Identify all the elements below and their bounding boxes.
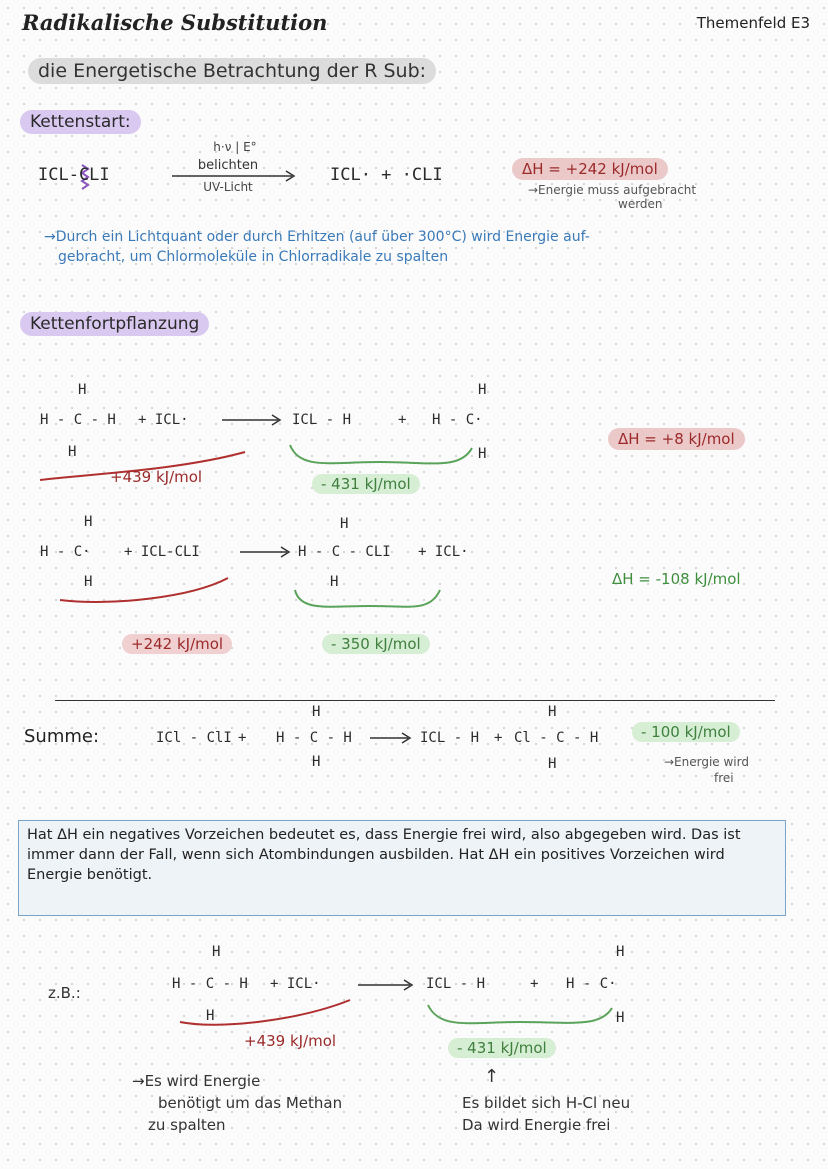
- sum-reactant: ICl - ClI: [156, 730, 232, 746]
- example-label: z.B.:: [48, 984, 81, 1002]
- step2-radical-product: + ICL·: [418, 544, 469, 560]
- example-note-right-1: Es bildet sich H-Cl neu: [462, 1094, 631, 1112]
- step1-radical-bottom: H: [478, 446, 487, 462]
- step1-radical-top: H: [478, 382, 487, 398]
- example-radical: H - C·: [566, 976, 617, 992]
- step2-radical-bottom: H: [84, 574, 93, 590]
- step2-delta-h: ΔH = -108 kJ/mol: [612, 570, 741, 588]
- chain-start-note-2: werden: [618, 197, 663, 211]
- step2-energy-out: - 350 kJ/mol: [322, 634, 430, 654]
- sum-methane-top: H: [312, 704, 321, 720]
- example-note-left-1: →Es wird Energie: [132, 1072, 261, 1090]
- sum-label: Summe:: [24, 726, 100, 747]
- chain-start-condition-bottom: UV-Licht: [203, 180, 253, 194]
- chain-start-heading: Kettenstart:: [20, 110, 141, 134]
- step2-reactant: + ICL-CLI: [124, 544, 200, 560]
- step2-radical-top: H: [84, 514, 93, 530]
- example-radical-top: H: [616, 944, 625, 960]
- info-box: Hat ΔH ein negatives Vorzeichen bedeutet es, dass Energie frei wird, also abgegeben wird. Das ist immer dann der Fall, wenn sich Atombindungen ausbilden. Hat ΔH ein positives Vorzeichen wird Energie benötigt.: [18, 820, 786, 916]
- sum-product-2-bottom: H: [548, 756, 557, 772]
- sum-note-2: frei: [714, 771, 734, 785]
- sum-product-1: ICL - H: [420, 730, 480, 746]
- example-note-right-2: Da wird Energie frei: [462, 1116, 611, 1134]
- step2-energy-in: +242 kJ/mol: [122, 634, 232, 654]
- example-methane-bottom: H: [206, 1008, 215, 1024]
- sum-product-2-top: H: [548, 704, 557, 720]
- sum-product-2: Cl - C - H: [514, 730, 599, 746]
- example-plus: +: [530, 976, 539, 992]
- sum-value: - 100 kJ/mol: [632, 722, 740, 742]
- step1-methane: H - C - H: [40, 412, 116, 428]
- chain-start-reactant: ICL-CLI: [38, 165, 110, 185]
- subtitle: die Energetische Betrachtung der R Sub:: [28, 58, 436, 84]
- example-methane: H - C - H: [172, 976, 248, 992]
- chain-start-condition: belichten: [197, 158, 259, 173]
- step1-energy-out: - 431 kJ/mol: [312, 474, 420, 494]
- chain-start-explanation-1: →Durch ein Lichtquant oder durch Erhitzen (auf über 300°C) wird Energie auf-: [44, 229, 590, 245]
- sum-note-1: →Energie wird: [664, 755, 749, 769]
- step2-product: H - C - CLI: [298, 544, 391, 560]
- example-energy-out: - 431 kJ/mol: [448, 1038, 556, 1058]
- example-product: ICL - H: [426, 976, 486, 992]
- step1-methane-top: H: [78, 382, 87, 398]
- sum-plus-2: +: [494, 730, 503, 746]
- step2-radical: H - C·: [40, 544, 91, 560]
- chain-start-products: ICL· + ·CLI: [330, 165, 443, 185]
- propagation-heading: Kettenfortpflanzung: [20, 312, 209, 336]
- step1-delta-h: ΔH = +8 kJ/mol: [608, 428, 745, 450]
- step1-plus: +: [398, 412, 407, 428]
- divider-line: [55, 700, 775, 701]
- step2-product-top: H: [340, 516, 349, 532]
- step2-product-bottom: H: [330, 574, 339, 590]
- chain-start-note-1: →Energie muss aufgebracht: [528, 183, 697, 197]
- example-radical-bottom: H: [616, 1010, 625, 1026]
- step1-energy-in: +439 kJ/mol: [110, 468, 203, 486]
- example-note-left-2: benötigt um das Methan: [158, 1094, 343, 1112]
- example-note-left-3: zu spalten: [148, 1116, 226, 1134]
- topic-label: Themenfeld E3: [696, 14, 810, 32]
- step1-methane-bottom: H: [68, 444, 77, 460]
- step1-reactant: + ICL·: [138, 412, 189, 428]
- step1-radical: H - C·: [432, 412, 483, 428]
- sum-methane-bottom: H: [312, 754, 321, 770]
- sum-methane: H - C - H: [276, 730, 352, 746]
- sum-plus-1: +: [238, 730, 247, 746]
- chain-start-explanation-2: gebracht, um Chlormoleküle in Chlorradikale zu spalten: [58, 249, 449, 265]
- example-energy-in: +439 kJ/mol: [244, 1032, 337, 1050]
- example-reactant: + ICL·: [270, 976, 321, 992]
- chain-start-delta-h: ΔH = +242 kJ/mol: [512, 158, 668, 180]
- example-methane-top: H: [212, 944, 221, 960]
- chain-start-condition-top: h·ν | E°: [213, 140, 257, 154]
- step1-product: ICL - H: [292, 412, 352, 428]
- page-title: Radikalische Substitution: [22, 10, 328, 35]
- arrow-up-icon: ↑: [484, 1066, 500, 1087]
